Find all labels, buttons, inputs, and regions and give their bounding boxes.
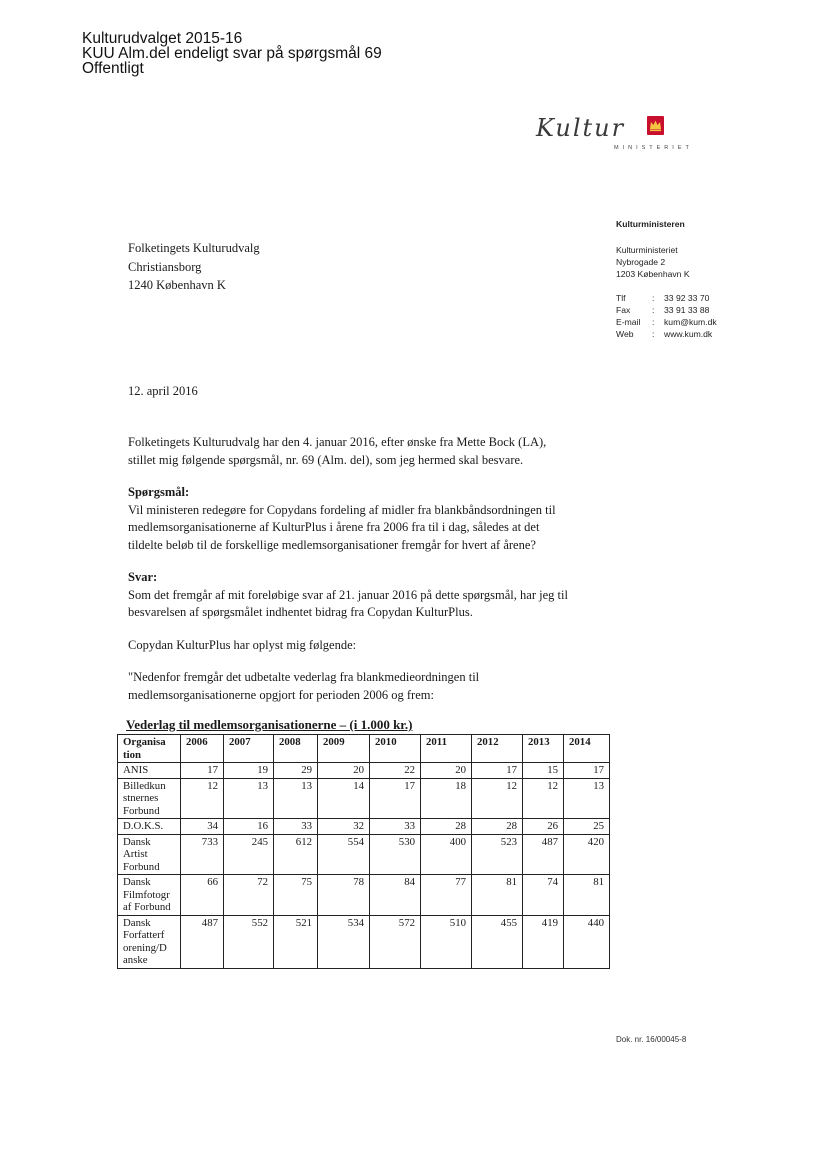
value-cell: 245 xyxy=(224,834,274,875)
value-cell: 81 xyxy=(564,875,610,916)
crown-icon xyxy=(647,116,664,135)
header-year: 2010 xyxy=(370,735,421,763)
value-cell: 19 xyxy=(224,763,274,779)
value-cell: 15 xyxy=(523,763,564,779)
value-cell: 16 xyxy=(224,819,274,835)
value-cell: 25 xyxy=(564,819,610,835)
value-cell: 81 xyxy=(472,875,523,916)
value-cell: 523 xyxy=(472,834,523,875)
sender-title: Kulturministeren xyxy=(616,219,685,229)
value-cell: 34 xyxy=(181,819,224,835)
value-cell: 12 xyxy=(181,778,224,819)
value-cell: 420 xyxy=(564,834,610,875)
org-cell: Dansk Filmfotogr af Forbund xyxy=(118,875,181,916)
org-cell: Dansk Artist Forbund xyxy=(118,834,181,875)
header-year: 2013 xyxy=(523,735,564,763)
value-cell: 14 xyxy=(318,778,370,819)
sender-city: 1203 København K xyxy=(616,269,690,279)
value-cell: 733 xyxy=(181,834,224,875)
value-cell: 17 xyxy=(564,763,610,779)
recipient-address: Folketingets Kulturudvalg Christiansborg 1240 København K xyxy=(128,241,260,292)
header-org: Organisa tion xyxy=(118,735,181,763)
document-number: Dok. nr. 16/00045-8 xyxy=(616,1035,687,1044)
answer-heading: Svar: xyxy=(128,570,158,584)
header-year: 2012 xyxy=(472,735,523,763)
value-cell: 510 xyxy=(421,915,472,968)
letter-date: 12. april 2016 xyxy=(128,384,198,398)
letter-body xyxy=(128,434,628,719)
org-cell: Billedkun stnernes Forbund xyxy=(118,778,181,819)
value-cell: 77 xyxy=(421,875,472,916)
answer-text: Som det fremgår af mit foreløbige svar af 21. januar 2016 på dette spørgsmål, har jeg til besvarelsen af spørgsmålet indhentet bidrag fra Copydan KulturPlus. xyxy=(128,587,568,619)
org-cell: D.O.K.S. xyxy=(118,819,181,835)
value-cell: 22 xyxy=(370,763,421,779)
value-cell: 552 xyxy=(224,915,274,968)
org-cell: ANIS xyxy=(118,763,181,779)
table-row xyxy=(118,778,610,819)
table-row xyxy=(118,819,610,835)
value-cell: 440 xyxy=(564,915,610,968)
question-heading: Spørgsmål: xyxy=(128,485,190,499)
sender-block xyxy=(616,218,717,340)
value-cell: 75 xyxy=(274,875,318,916)
contact-email[interactable]: E-mail : kum@kum.dk xyxy=(616,317,717,327)
value-cell: 572 xyxy=(370,915,421,968)
table-row xyxy=(118,763,610,779)
contact-phone: Tlf : 33 92 33 70 xyxy=(616,293,710,303)
table-row xyxy=(118,834,610,875)
value-cell: 28 xyxy=(472,819,523,835)
value-cell: 18 xyxy=(421,778,472,819)
stamp-line-3: Offentligt xyxy=(82,60,144,77)
value-cell: 28 xyxy=(421,819,472,835)
value-cell: 26 xyxy=(523,819,564,835)
value-cell: 12 xyxy=(523,778,564,819)
logo-script-text: Kultur xyxy=(536,114,626,142)
table-caption: Vederlag til medlemsorganisationerne – (i 1.000 kr.) xyxy=(126,717,413,732)
header-year: 2011 xyxy=(421,735,472,763)
org-cell: Dansk Forfatterf orening/D anske xyxy=(118,915,181,968)
value-cell: 84 xyxy=(370,875,421,916)
value-cell: 487 xyxy=(523,834,564,875)
value-cell: 419 xyxy=(523,915,564,968)
value-cell: 33 xyxy=(274,819,318,835)
header-year: 2007 xyxy=(224,735,274,763)
contact-web[interactable]: Web : www.kum.dk xyxy=(616,329,713,339)
intro-paragraph: Folketingets Kulturudvalg har den 4. januar 2016, efter ønske fra Mette Bock (LA), stillet mig følgende spørgsmål, nr. 69 (Alm. del), som jeg hermed skal besvare. xyxy=(128,435,547,467)
value-cell: 521 xyxy=(274,915,318,968)
header-year: 2006 xyxy=(181,735,224,763)
question-text: Vil ministeren redegøre for Copydans fordeling af midler fra blankbåndsordningen til medlemsorganisationerne af KulturPlus i årene fra 2006 fra til i dag, således at det tildelte beløb til de forskellige medlemsorganisationer fremgår for hvert af årene? xyxy=(128,502,556,552)
value-cell: 29 xyxy=(274,763,318,779)
value-cell: 78 xyxy=(318,875,370,916)
value-cell: 13 xyxy=(564,778,610,819)
value-cell: 32 xyxy=(318,819,370,835)
value-cell: 530 xyxy=(370,834,421,875)
value-cell: 17 xyxy=(181,763,224,779)
value-cell: 17 xyxy=(370,778,421,819)
logo-subtitle: MINISTERIET xyxy=(614,145,693,151)
value-cell: 455 xyxy=(472,915,523,968)
copydan-statement: Copydan KulturPlus har oplyst mig følgende: xyxy=(128,637,357,652)
value-cell: 72 xyxy=(224,875,274,916)
sender-street: Nybrogade 2 xyxy=(616,257,666,267)
header-year: 2014 xyxy=(564,735,610,763)
value-cell: 13 xyxy=(224,778,274,819)
value-cell: 20 xyxy=(421,763,472,779)
value-cell: 534 xyxy=(318,915,370,968)
value-cell: 554 xyxy=(318,834,370,875)
value-cell: 66 xyxy=(181,875,224,916)
ministry-logo xyxy=(536,114,706,158)
stamp-line-2: KUU Alm.del endeligt svar på spørgsmål 69 xyxy=(82,45,382,62)
payments-table xyxy=(117,734,610,969)
value-cell: 13 xyxy=(274,778,318,819)
value-cell: 17 xyxy=(472,763,523,779)
header-year: 2008 xyxy=(274,735,318,763)
quote-text: "Nedenfor fremgår det udbetalte vederlag fra blankmedieordningen til medlemsorganisationerne opgjort for perioden 2006 og frem: xyxy=(128,670,480,702)
table-row xyxy=(118,875,610,916)
value-cell: 612 xyxy=(274,834,318,875)
value-cell: 400 xyxy=(421,834,472,875)
value-cell: 74 xyxy=(523,875,564,916)
contact-fax: Fax : 33 91 33 88 xyxy=(616,305,710,315)
value-cell: 12 xyxy=(472,778,523,819)
stamp-line-1: Kulturudvalget 2015-16 xyxy=(82,30,243,47)
value-cell: 487 xyxy=(181,915,224,968)
sender-org: Kulturministeriet xyxy=(616,245,678,255)
table-header-row xyxy=(118,735,610,763)
value-cell: 20 xyxy=(318,763,370,779)
value-cell: 33 xyxy=(370,819,421,835)
table-row xyxy=(118,915,610,968)
document-stamp xyxy=(82,31,382,76)
header-year: 2009 xyxy=(318,735,370,763)
